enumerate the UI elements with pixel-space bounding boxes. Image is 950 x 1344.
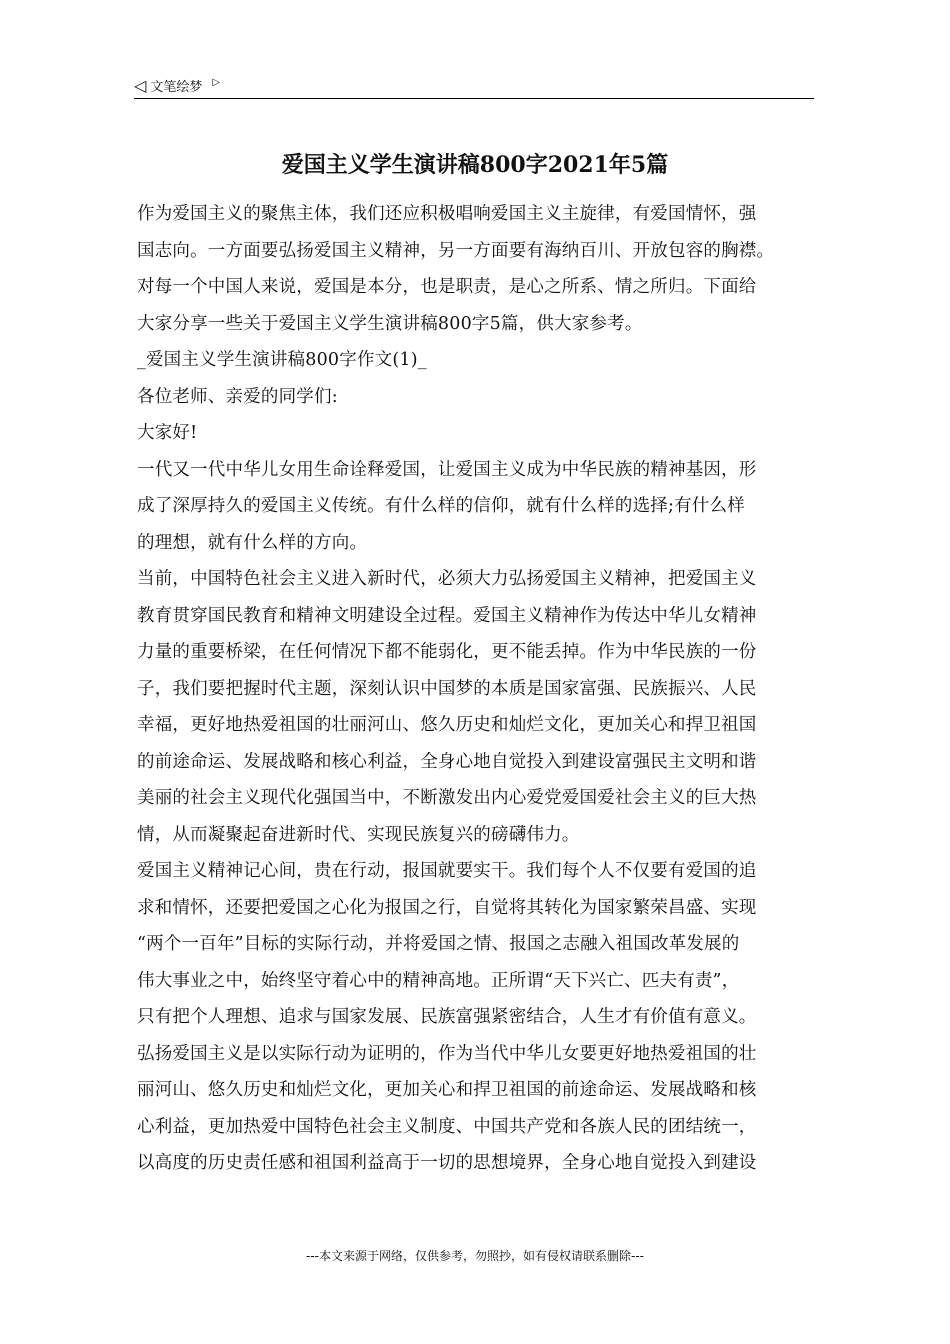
text-line: 求和情怀，还要把爱国之心化为报国之行，自觉将其转化为国家繁荣昌盛、实现 [137,897,757,918]
document-body [137,196,822,1182]
text-line: 的前途命运、发展战略和核心利益，全身心地自觉投入到建设富强民主文明和谐 [137,751,757,772]
text-line: 弘扬爱国主义是以实际行动为证明的，作为当代中华儿女要更好地热爱祖国的壮 [137,1043,757,1064]
footer-note: ---本文来源于网络，仅供参考，勿照抄，如有侵权请联系删除--- [306,1249,644,1263]
text-line: 一代又一代中华儿女用生命诠释爱国，让爱国主义成为中华民族的精神基因，形 [137,459,757,480]
brand [134,76,220,95]
text-line: 大家分享一些关于爱国主义学生演讲稿800字5篇，供大家参考。 [137,313,643,334]
text-line: 作为爱国主义的聚焦主体，我们还应积极唱响爱国主义主旋律，有爱国情怀，强 [137,204,757,224]
text-line: 成了深厚持久的爱国主义传统。有什么样的信仰，就有什么样的选择;有什么样 [137,496,745,516]
text-line: 心利益，更加热爱中国特色社会主义制度、中国共产党和各族人民的团结统一， [137,1116,757,1137]
text-line: _爱国主义学生演讲稿800字作文(1)_ [137,350,427,370]
text-line: 的理想，就有什么样的方向。 [137,532,368,553]
text-line: 大家好! [137,423,198,443]
text-line: 情，从而凝聚起奋进新时代、实现民族复兴的磅礴伟力。 [137,824,580,845]
text-line: 幸福，更好地热爱祖国的壮丽河山、悠久历史和灿烂文化，更加关心和捍卫祖国 [137,715,757,735]
text-line: 力量的重要桥梁，在任何情况下都不能弱化，更不能丢掉。作为中华民族的一份 [137,642,757,662]
triangle-left-icon: ◁ [134,75,147,95]
text-line: 丽河山、悠久历史和灿烂文化，更加关心和捍卫祖国的前途命运、发展战略和核 [137,1080,757,1100]
text-line: 对每一个中国人来说，爱国是本分，也是职责，是心之所系、情之所归。下面给 [137,277,757,297]
document-title: 爱国主义学生演讲稿800字2021年5篇 [281,152,669,178]
text-line: 教育贯穿国民教育和精神文明建设全过程。爱国主义精神作为传达中华儿女精神 [137,605,757,626]
text-line: 伟大事业之中，始终坚守着心中的精神高地。正所谓“天下兴亡、匹夫有责”， [137,970,740,991]
text-line: 各位老师、亲爱的同学们: [137,386,338,407]
triangle-right-icon: ▷ [212,76,221,88]
text-line: 爱国主义精神记心间，贵在行动，报国就要实干。我们每个人不仅要有爱国的追 [137,861,757,881]
text-line: 国志向。一方面要弘扬爱国主义精神，另一方面要有海纳百川、开放包容的胸襟。 [137,240,775,261]
text-line: 当前，中国特色社会主义进入新时代，必须大力弘扬爱国主义精神，把爱国主义 [137,569,757,589]
text-line: 子，我们要把握时代主题，深刻认识中国梦的本质是国家富强、民族振兴、人民 [137,678,757,699]
page-header [134,74,814,99]
text-line: 美丽的社会主义现代化强国当中，不断激发出内心爱党爱国爱社会主义的巨大热 [137,788,757,808]
text-line: “两个一百年”目标的实际行动，并将爱国之情、报国之志融入祖国改革发展的 [137,934,740,954]
text-line: 以高度的历史责任感和祖国利益高于一切的思想境界，全身心地自觉投入到建设 [137,1153,757,1173]
brand-label: 文笔绘梦 [150,80,203,95]
text-line: 只有把个人理想、追求与国家发展、民族富强紧密结合，人生才有价值有意义。 [137,1007,757,1027]
